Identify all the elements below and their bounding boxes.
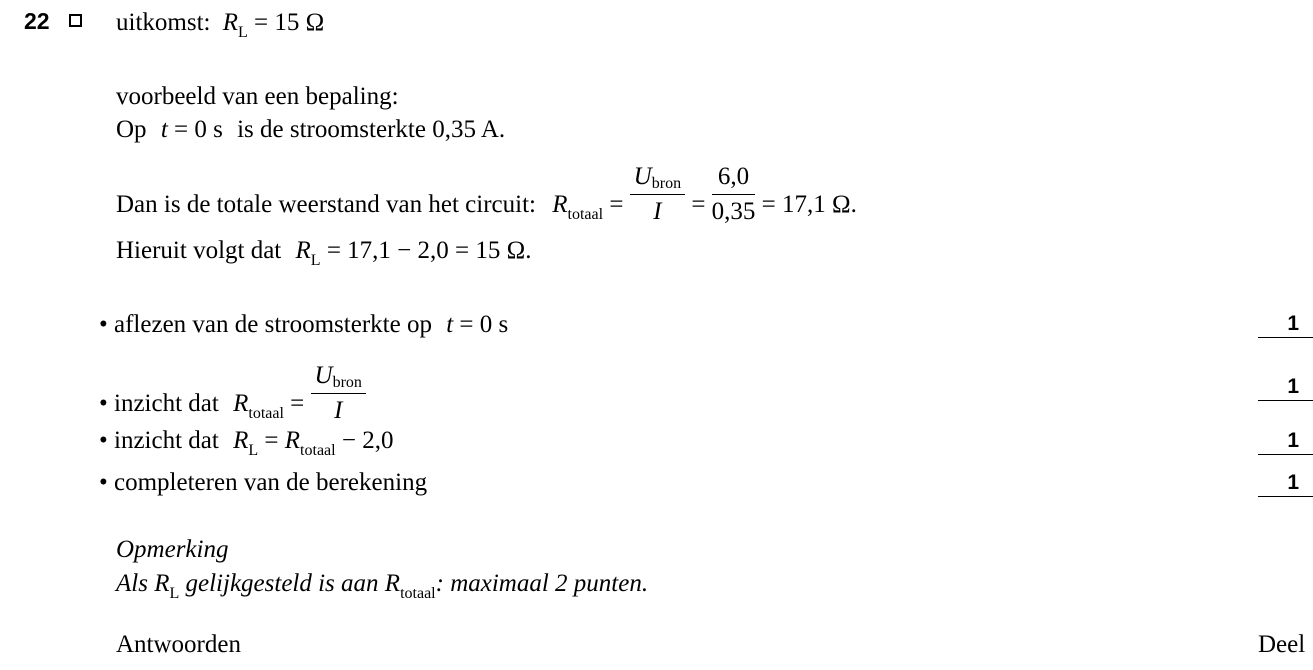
- uitkomst-formula: $R_L = 15$ Ω: [222, 9, 325, 41]
- criterion-1-points: 1: [1258, 313, 1313, 338]
- example-line1-post: is de stroomsterkte 0,35 A.: [237, 116, 506, 143]
- example-line-2: Dan is de totale weerstand van het circuit: $R_{totaal}$ = $\frac{\text{Ubron}}{I}$ = $\frac{6,0}{0,35}$ = 17,1 Ω.: [116, 163, 857, 225]
- rtotaal-symbol: $R_{totaal}$: [552, 191, 604, 224]
- criterion-2-text: inzicht dat: [114, 390, 219, 418]
- criterion-4: • completeren van de berekening: [99, 469, 428, 496]
- criterion-4-points: 1: [1258, 472, 1313, 497]
- question-checkbox[interactable]: [69, 14, 82, 27]
- remark-text: Als $R_L$ gelijkgesteld is aan $R_{totaal}$: maximaal 2 punten.: [116, 570, 649, 602]
- example-heading: voorbeeld van een bepaling:: [116, 83, 399, 110]
- example-line3-text: Hieruit volgt dat: [116, 237, 282, 264]
- footer-left: Antwoorden: [116, 631, 241, 658]
- criterion-2-rtotaal: $R_{totaal}$: [233, 390, 284, 423]
- fraction-values: $\frac{6,0}{0,35}$: [711, 163, 756, 225]
- criterion-2-points: 1: [1258, 376, 1313, 401]
- uitkomst-label: uitkomst:: [116, 9, 211, 36]
- criterion-4-text: completeren van de berekening: [114, 469, 428, 496]
- example-line1-pre: Op: [116, 116, 147, 143]
- criterion-3-points: 1: [1258, 430, 1313, 455]
- example-line2-text: Dan is de totale weerstand van het circuit:: [116, 191, 536, 219]
- example-line-1: [116, 117, 505, 142]
- criterion-3-formula: $R_L = R_{totaal} - 2,0$: [233, 427, 394, 459]
- example-line2-result: = 17,1 Ω.: [761, 191, 857, 219]
- question-number: 22: [24, 8, 50, 34]
- fraction-ubron-over-i: $\frac{\text{Ubron}}{I}$: [630, 163, 685, 227]
- example-line3-formula: $R_L = 17,1 - 2,0 = 15$ Ω.: [295, 237, 532, 269]
- criterion-2: • inzicht dat $R_{totaal}$ = $\frac{\text{Ubron}}{I}$: [99, 360, 366, 424]
- criterion-2-fraction: $\frac{\text{Ubron}}{I}$: [311, 362, 366, 426]
- example-line1-math: t = 0 s: [160, 116, 223, 143]
- criterion-3-text: inzicht dat: [114, 427, 219, 454]
- uitkomst-line: [116, 9, 325, 41]
- criterion-1-text: aflezen van de stroomsterkte op: [114, 311, 432, 338]
- criterion-1: • aflezen van de stroomsterkte op t = 0 s: [99, 311, 509, 338]
- criterion-1-formula: t = 0 s: [446, 311, 509, 338]
- remark-title: Opmerking: [116, 536, 229, 563]
- criterion-3: • inzicht dat $R_L = R_{totaal} - 2,0$: [99, 427, 394, 459]
- example-line-3: [116, 237, 532, 269]
- footer-right: Deel: [1258, 631, 1306, 658]
